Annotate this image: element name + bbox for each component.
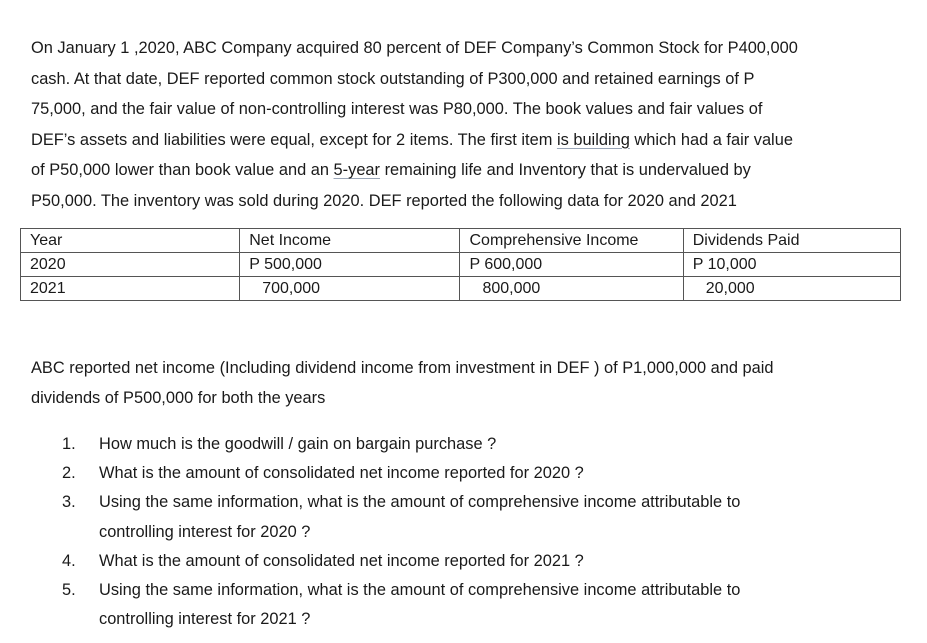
cell-net-income: P 500,000 [240, 253, 460, 277]
question-number: 3. [62, 493, 76, 512]
header-net-income: Net Income [240, 229, 460, 253]
question-line: Using the same information, what is the amount of comprehensive income attributable to [99, 581, 741, 600]
table-header-row [21, 229, 901, 253]
intro-line-2: cash. At that date, DEF reported common stock outstanding of P300,000 and retained earnings of P [31, 69, 755, 88]
intro-line-4-pre: DEF’s assets and liabilities were equal, except for 2 items. The first item [31, 130, 557, 149]
table-row [21, 253, 901, 277]
cell-dividends-paid: 20,000 [683, 277, 900, 301]
question-list [52, 430, 872, 634]
cell-year: 2021 [21, 277, 240, 301]
question-line: How much is the goodwill / gain on bargain purchase ? [99, 435, 497, 453]
question-line: controlling interest for 2020 ? [99, 522, 311, 541]
question-text [99, 430, 496, 459]
question-text [99, 488, 740, 546]
intro-line-5-pre: of P50,000 lower than book value and an [31, 161, 334, 179]
intro-line-3: 75,000, and the fair value of non-controlling interest was P80,000. The book values and fair values of [31, 100, 763, 118]
intro-line-5-underlined: 5-year [333, 161, 381, 179]
header-comprehensive-income: Comprehensive Income [460, 229, 683, 253]
question-line: Using the same information, what is the amount of comprehensive income attributable to [99, 493, 741, 512]
intro-line-1: On January 1 ,2020, ABC Company acquired 80 percent of DEF Company’s Common Stock for P400,000 [31, 39, 798, 57]
question-number: 2. [62, 464, 76, 483]
cell-comprehensive-income: 800,000 [460, 277, 683, 301]
list-item [52, 488, 872, 546]
cell-dividends-paid: P 10,000 [683, 253, 900, 277]
question-line: What is the amount of consolidated net income reported for 2020 ? [99, 464, 584, 483]
list-item [52, 576, 872, 634]
question-text [99, 576, 740, 634]
intro-line-4 [31, 125, 911, 156]
list-item [52, 459, 872, 488]
question-line: controlling interest for 2021 ? [99, 610, 311, 629]
header-year: Year [21, 229, 240, 253]
intro-line-6: P50,000. The inventory was sold during 2020. DEF reported the following data for 2020 and 2021 [31, 191, 737, 210]
intro-line-5-post: remaining life and Inventory that is undervalued by [380, 161, 751, 179]
question-text [99, 547, 584, 576]
question-number: 1. [62, 435, 76, 453]
cell-year: 2020 [21, 253, 240, 277]
financial-data-table [20, 228, 901, 301]
intro-line-4-post: which had a fair value [629, 130, 793, 149]
list-item [52, 547, 872, 576]
intro-line-4-underlined: is building [556, 130, 630, 149]
question-text [99, 459, 584, 488]
table-row [21, 277, 901, 301]
question-number: 5. [62, 581, 76, 600]
cell-net-income: 700,000 [240, 277, 460, 301]
note-line-2: dividends of P500,000 for both the years [31, 389, 326, 407]
question-number: 4. [62, 551, 76, 570]
note-line-1: ABC reported net income (Including dividend income from investment in DEF ) of P1,000,000 and paid [31, 359, 774, 377]
intro-line-5 [31, 155, 911, 186]
note-paragraph [31, 353, 911, 413]
list-item [52, 430, 872, 459]
question-line: What is the amount of consolidated net income reported for 2021 ? [99, 551, 584, 570]
cell-comprehensive-income: P 600,000 [460, 253, 683, 277]
header-dividends-paid: Dividends Paid [683, 229, 900, 253]
intro-paragraph [31, 33, 911, 216]
